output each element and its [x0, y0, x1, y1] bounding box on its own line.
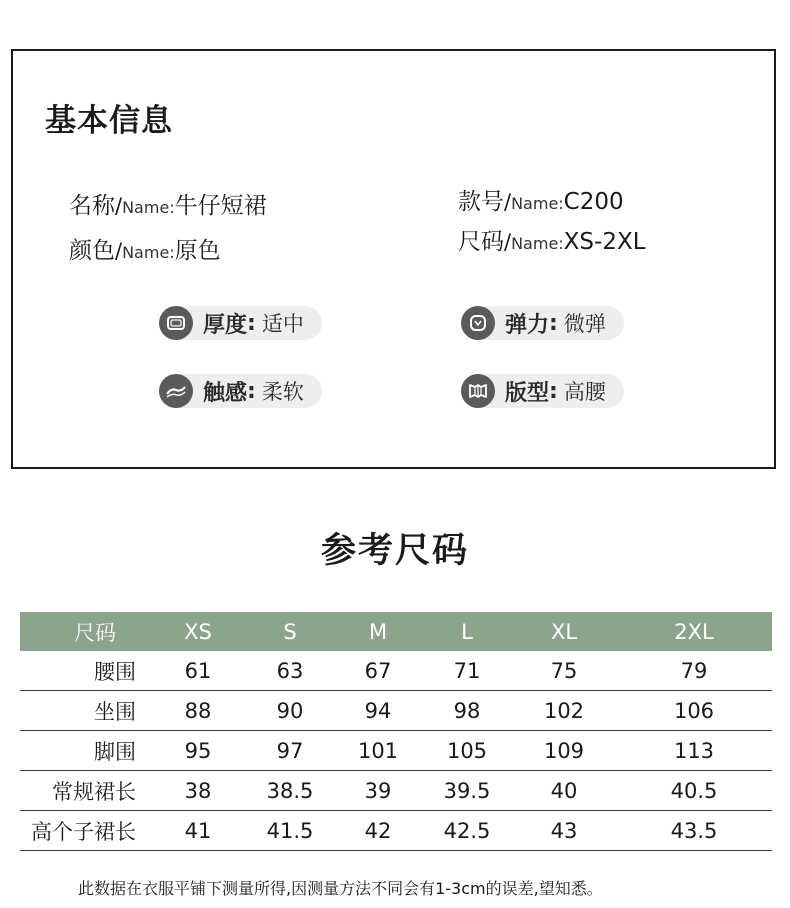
table-row [20, 691, 772, 731]
field-size [458, 223, 646, 256]
table-row [20, 811, 772, 851]
field-value: C200 [563, 189, 624, 215]
field-value: 原色 [174, 238, 221, 264]
table-cell: 88 [150, 691, 246, 731]
field-label: 尺码 [458, 229, 504, 255]
table-row-label: 常规裙长 [20, 771, 150, 811]
table-header-cell: XL [512, 612, 616, 651]
field-slash: / [504, 190, 512, 214]
field-label: 名称 [69, 193, 115, 219]
table-cell: 75 [512, 651, 616, 691]
field-slash: / [115, 194, 123, 218]
attribute-value: 柔软 [261, 380, 304, 404]
table-cell: 71 [422, 651, 512, 691]
attribute-texture [159, 374, 322, 408]
field-colon: : [169, 243, 175, 262]
table-cell: 40.5 [616, 771, 772, 811]
thickness-icon [159, 306, 193, 340]
table-cell: 61 [150, 651, 246, 691]
field-label: 款号 [458, 189, 504, 215]
table-cell: 113 [616, 731, 772, 771]
fit-icon [461, 374, 495, 408]
attribute-value: 微弹 [563, 312, 606, 336]
attribute-colon: : [549, 310, 558, 336]
attribute-key: 版型 [505, 380, 550, 406]
table-cell: 106 [616, 691, 772, 731]
size-chart-title: 参考尺码 [320, 531, 469, 571]
field-colon: : [169, 198, 175, 217]
table-cell: 43 [512, 811, 616, 851]
field-en-label: Name [122, 198, 170, 217]
field-slash: / [504, 230, 512, 254]
attribute-colon: : [247, 378, 256, 404]
attribute-key: 厚度 [203, 312, 248, 338]
size-chart-table [20, 612, 772, 851]
table-header-row [20, 612, 772, 651]
field-color [69, 232, 221, 265]
table-row [20, 771, 772, 811]
table-cell: 41.5 [246, 811, 334, 851]
field-value: XS-2XL [563, 229, 646, 255]
table-row-label: 脚围 [20, 731, 150, 771]
table-header-cell: L [422, 612, 512, 651]
table-cell: 109 [512, 731, 616, 771]
table-cell: 97 [246, 731, 334, 771]
measurement-note: 此数据在衣服平铺下测量所得,因测量方法不同会有1-3cm的误差,望知悉。 [78, 879, 603, 898]
table-header-cell: M [334, 612, 422, 651]
table-row-label: 坐围 [20, 691, 150, 731]
attribute-key: 触感 [203, 380, 248, 406]
field-slash: / [115, 239, 123, 263]
attribute-value: 高腰 [563, 380, 606, 404]
table-cell: 40 [512, 771, 616, 811]
table-header-cell: 2XL [616, 612, 772, 651]
table-cell: 79 [616, 651, 772, 691]
table-cell: 90 [246, 691, 334, 731]
field-en-label: Name [511, 194, 559, 213]
attribute-elasticity [461, 306, 624, 340]
table-cell: 43.5 [616, 811, 772, 851]
table-cell: 42.5 [422, 811, 512, 851]
attribute-value: 适中 [261, 312, 304, 336]
table-cell: 39 [334, 771, 422, 811]
field-label: 颜色 [69, 238, 115, 264]
attribute-colon: : [247, 310, 256, 336]
texture-icon [159, 374, 193, 408]
table-cell: 63 [246, 651, 334, 691]
table-cell: 94 [334, 691, 422, 731]
field-colon: : [558, 234, 564, 253]
table-cell: 41 [150, 811, 246, 851]
table-cell: 38 [150, 771, 246, 811]
table-cell: 38.5 [246, 771, 334, 811]
field-en-label: Name [122, 243, 170, 262]
attribute-fit [461, 374, 624, 408]
field-value: 牛仔短裙 [174, 193, 267, 219]
table-cell: 101 [334, 731, 422, 771]
field-style-number [458, 183, 624, 216]
table-header-cell: 尺码 [20, 612, 150, 651]
table-cell: 102 [512, 691, 616, 731]
attribute-colon: : [549, 378, 558, 404]
table-cell: 105 [422, 731, 512, 771]
table-cell: 67 [334, 651, 422, 691]
table-header-cell: S [246, 612, 334, 651]
attribute-thickness [159, 306, 322, 340]
table-cell: 39.5 [422, 771, 512, 811]
table-header-cell: XS [150, 612, 246, 651]
section-title: 基本信息 [45, 103, 173, 139]
table-row-label: 腰围 [20, 651, 150, 691]
table-cell: 98 [422, 691, 512, 731]
table-cell: 95 [150, 731, 246, 771]
field-en-label: Name [511, 234, 559, 253]
table-row-label: 高个子裙长 [20, 811, 150, 851]
attribute-key: 弹力 [505, 312, 550, 338]
field-name [69, 187, 267, 220]
table-row [20, 651, 772, 691]
table-row [20, 731, 772, 771]
basic-info-panel [11, 49, 776, 469]
table-cell: 42 [334, 811, 422, 851]
elasticity-icon [461, 306, 495, 340]
field-colon: : [558, 194, 564, 213]
